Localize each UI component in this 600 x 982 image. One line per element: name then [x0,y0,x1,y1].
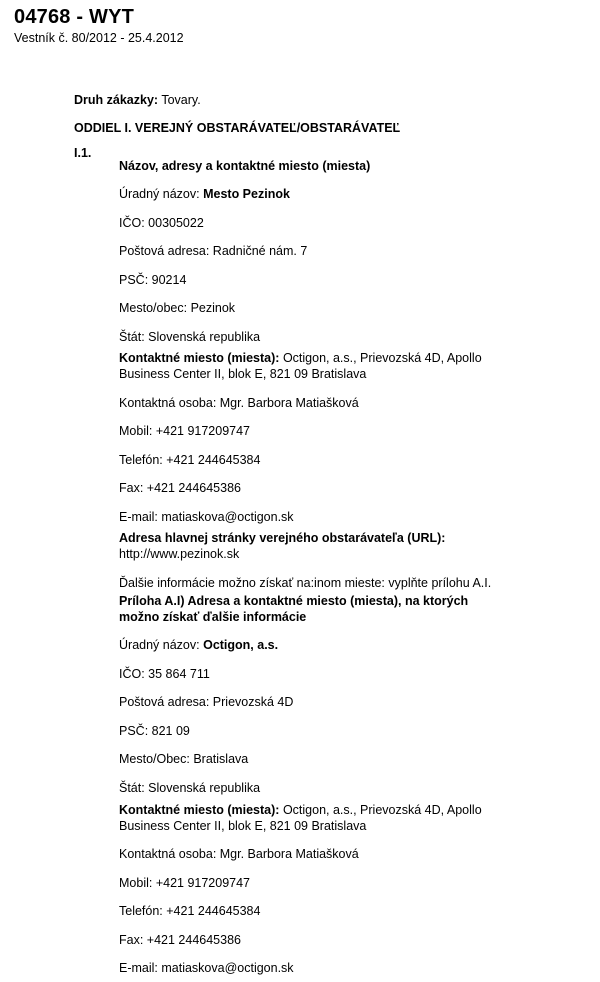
url-link[interactable]: http://www.pezinok.sk [119,547,240,562]
authority-country: Štát: Slovenská republika [119,329,261,344]
official-name-label: Úradný názov: [119,187,200,201]
annex-psc: PSČ: 821 09 [119,723,190,738]
annex-title-line2: možno získať ďalšie informácie [119,609,307,624]
annex-official-name-value: Octigon, a.s. [203,638,279,653]
annex-fax: Fax: +421 244645386 [119,932,241,947]
subsection-i1 [74,145,584,982]
authority-contact-person: Kontaktná osoba: Mgr. Barbora Matiašková [119,395,359,410]
annex-official-name [119,637,584,653]
annex-postal-address: Poštová adresa: Prievozská 4D [119,695,294,710]
authority-email: E-mail: matiaskova@octigon.sk [119,509,294,524]
annex-contact-point-label: Kontaktné miesto (miesta): [119,802,280,817]
more-info: Ďalšie informácie možno získať na:inom mieste: vyplňte prílohu A.I. [119,575,492,590]
subsection-number: I.1. [74,146,92,160]
authority-psc: PSČ: 90214 [119,272,187,287]
annex-contact-point-line1: Octigon, a.s., Prievozská 4D, Apollo [282,802,482,817]
authority-mobile: Mobil: +421 917209747 [119,424,251,439]
contact-point-label: Kontaktné miesto (miesta): [119,351,280,366]
authority-official-name [119,186,584,202]
annex-official-name-label: Úradný názov: [119,638,200,653]
annex-contact-person: Kontaktná osoba: Mgr. Barbora Matiašková [119,847,359,862]
authority-fax: Fax: +421 244645386 [119,481,241,496]
annex-contact-point [119,802,584,834]
section-title: ODDIEL I. VEREJNÝ OBSTARÁVATEĽ/OBSTARÁVATEĽ [74,121,401,135]
annex-mobile: Mobil: +421 917209747 [119,875,251,890]
authority-ico: IČO: 00305022 [119,215,204,230]
annex-city: Mesto/Obec: Bratislava [119,752,249,767]
authority-contact-point [119,350,584,382]
subsection-title: Názov, adresy a kontaktné miesto (miesta) [119,158,371,173]
annex-phone: Telefón: +421 244645384 [119,904,261,919]
annex-title-line1: Príloha A.I) Adresa a kontaktné miesto (miesta), na ktorých [119,593,469,608]
authority-url [119,530,584,562]
url-label: Adresa hlavnej stránky verejného obstarávateľa (URL): [119,531,446,546]
document-body [74,92,584,982]
contract-type-label: Druh zákazky: [74,93,159,107]
authority-postal-address: Poštová adresa: Radničné nám. 7 [119,244,308,258]
official-name-value: Mesto Pezinok [203,187,290,201]
document-number: 04768 - WYT [14,6,135,28]
contract-type-value: Tovary. [161,93,201,107]
annex-ico: IČO: 35 864 711 [119,666,210,681]
page-header [14,5,184,46]
annex-country: Štát: Slovenská republika [119,780,261,795]
authority-phone: Telefón: +421 244645384 [119,452,261,467]
authority-city: Mesto/obec: Pezinok [119,301,236,315]
annex-contact-point-line2: Business Center II, blok E, 821 09 Bratislava [119,818,367,833]
contact-point-line1: Octigon, a.s., Prievozská 4D, Apollo [282,351,482,366]
contract-type [74,92,584,108]
annex-email: E-mail: matiaskova@octigon.sk [119,961,294,976]
contact-point-line2: Business Center II, blok E, 821 09 Bratislava [119,367,367,382]
subsection-body [119,145,584,982]
annex-title [119,593,584,625]
bulletin-reference: Vestník č. 80/2012 - 25.4.2012 [14,31,184,45]
